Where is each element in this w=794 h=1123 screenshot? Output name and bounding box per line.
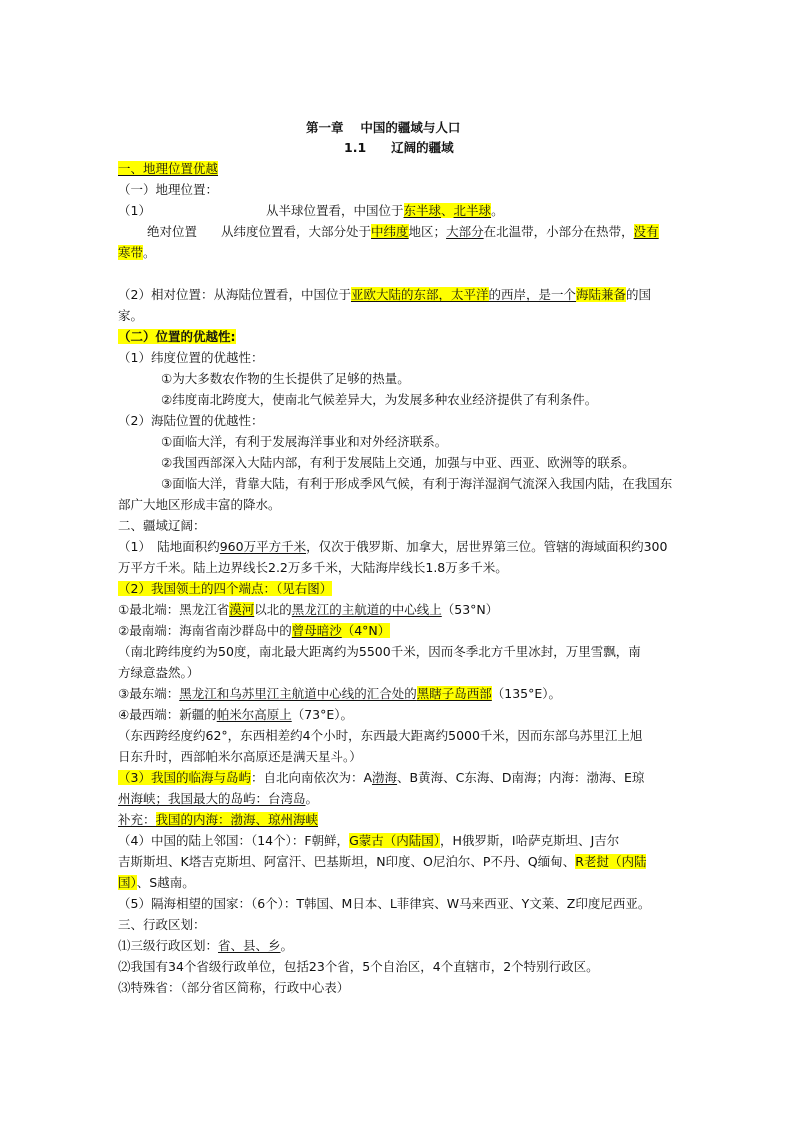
text-part: 地区； [408, 224, 447, 239]
subheading-location: （一）地理位置： [118, 182, 219, 197]
underline-pamir: 帕米尔高原上 [216, 707, 292, 722]
section-heading-location [118, 159, 218, 179]
text-end: 。 [143, 245, 156, 260]
lat-heading: （1）纬度位置的优越性： [118, 350, 264, 365]
text [266, 201, 504, 221]
item-number: （1） [118, 203, 151, 218]
highlight-pacific: 太平洋 [451, 287, 489, 302]
underline-taiwan: ；我国最大的岛屿：台湾岛 [155, 791, 306, 806]
rel-location-line-2: 家。 [118, 308, 144, 323]
seas-line-1 [118, 768, 644, 788]
sea-heading: （2）海陆位置的优越性： [118, 413, 264, 428]
neighbors-line-1 [118, 831, 619, 851]
highlight-inland-seas: 我国的内海：渤海、琼州海峡 [155, 812, 319, 827]
extreme-points-heading [118, 579, 332, 599]
section-heading-territory: 二、疆域辽阔： [118, 518, 206, 533]
chapter-title: 第一章 中国的疆域与人口 [306, 120, 461, 135]
text-part: ：自北向南依次为：A [250, 770, 373, 785]
neighbors-line-2 [118, 852, 646, 872]
text-part: 、B黄海、C东海、D南海；内海：渤海、E琼 [397, 770, 645, 785]
highlight-laos-end: 国） [118, 875, 137, 890]
text-part: ，H俄罗斯，I哈萨克斯坦、J吉尔 [440, 833, 620, 848]
text-part: ①最北端：黑龙江省 [118, 602, 230, 617]
abs-location-line-1 [118, 201, 504, 221]
text-end: 。 [305, 791, 319, 806]
highlight-zengmu: 曾母暗沙 [291, 623, 342, 638]
highlight-north-hemisphere: 北半球 [453, 203, 492, 218]
overseas-neighbors: （5）隔海相望的国家：（6个）：T韩国、M日本、L菲律宾、W马来西亚、Y文莱、Z印度尼西亚。 [118, 896, 651, 911]
highlight-east-part: 大陆的东部， [375, 287, 451, 302]
highlight-mohe: 漠河 [229, 602, 255, 617]
text-part: （135°E）。 [491, 686, 562, 701]
text-end: 。 [280, 938, 294, 953]
section-title: 1.1 辽阔的疆域 [344, 140, 454, 155]
underline-most: 大部分 [446, 224, 484, 239]
text-part: 在北温带，小部分在热带， [483, 224, 634, 239]
text-part: （1） 陆地面积约 [118, 539, 220, 554]
text-part: （53°N） [441, 602, 499, 617]
underline-qiongzhou: 州海峡 [118, 791, 156, 806]
rel-location-line-1 [118, 285, 651, 305]
subheading-advantages [118, 327, 236, 347]
text-part: （2）相对位置：从海陆位置看，中国位于 [118, 287, 351, 302]
heading-text: 一、地理位置优越 [118, 161, 219, 176]
heading-text: （二）位置的优越性: [118, 329, 236, 344]
highlight-coord: （4°N） [341, 623, 391, 638]
highlight-mongolia: G蒙古（内陆国） [349, 833, 440, 848]
underline-area: 960万平方千米 [219, 539, 307, 554]
supplement-line [118, 810, 318, 830]
heading-text: （2）我国领土的四个端点：（见右图） [118, 581, 333, 596]
underline-confluence: 黑龙江和乌苏里江主航道中心线的汇合处的 [179, 686, 417, 701]
highlight-frigid-zone: 寒带 [118, 245, 144, 260]
text-end: 。 [491, 203, 504, 218]
east-point [118, 684, 561, 704]
text-part: （73°E）。 [291, 707, 354, 722]
sea-item-1: ①面临大洋，有利于发展海洋事业和对外经济联系。 [161, 434, 448, 449]
admin-line-1 [118, 936, 293, 956]
underline-bohai: 渤海 [372, 770, 398, 785]
text-part: 从半球位置看，中国位于 [266, 203, 404, 218]
highlight-eurasia: 亚欧 [350, 287, 376, 302]
text-part: ⑴三级行政区划： [118, 938, 219, 953]
admin-line-2: ⑵我国有34个省级行政单位，包括23个省，5个自治区，4个直辖市，2个特别行政区。 [118, 959, 599, 974]
highlight-seas-heading: （3）我国的临海与岛屿 [118, 770, 251, 785]
text-part: ④最西端：新疆的 [118, 707, 217, 722]
area-line-2: 万平方千米。陆上边界线长2.2万多千米，大陆海岸线长1.8万多千米。 [118, 560, 508, 575]
area-line-1 [118, 537, 667, 557]
sea-item-2: ②我国西部深入大陆内部，有利于发展陆上交通，加强与中亚、西亚、欧洲等的联系。 [161, 455, 635, 470]
text-part: 吉斯斯坦、K塔吉克斯坦、阿富汗、巴基斯坦，N印度、O尼泊尔、P不丹、Q缅甸、 [118, 854, 576, 869]
highlight-land-sea: 海陆兼备 [576, 287, 627, 302]
text-part: 、S越南。 [136, 875, 195, 890]
text-part: ③最东端： [118, 686, 180, 701]
sea-item-3a: ③面临大洋，背靠大陆，有利于形成季风气候，有利于海洋湿润气流深入我国内陆，在我国东 [161, 476, 673, 491]
text-part: 以北的 [254, 602, 292, 617]
separator: 、 [441, 203, 454, 218]
neighbors-line-3 [118, 873, 195, 893]
text-part: （4）中国的陆上邻国：（14个）：F朝鲜， [118, 833, 350, 848]
abs-location-label: 绝对位置 [147, 224, 198, 239]
sea-item-3b: 部广大地区形成丰富的降水。 [118, 497, 281, 512]
underline-levels: 省、县、乡 [218, 938, 281, 953]
ns-note-2: 方绿意盎然。） [118, 665, 200, 680]
highlight-heixiazi: 黑瞎子岛西部 [416, 686, 492, 701]
seas-line-2 [118, 789, 318, 809]
ns-note-1: （南北跨纬度约为50度，南北最大距离约为5500千米，因而冬季北方千里冰封，万里雪飘，南 [118, 644, 641, 659]
north-point [118, 600, 498, 620]
west-point [118, 705, 353, 725]
text-part: 的西岸，是一个 [488, 287, 577, 302]
highlight-mid-latitude: 中纬度 [371, 224, 409, 239]
ew-note-2: 日东升时，西部帕米尔高原还是满天星斗。） [118, 749, 362, 764]
text-part: ②最南端：海南省南沙群岛中的 [118, 623, 292, 638]
ew-note-1: （东西跨经度约62°，东西相差约4个小时，东西最大距离约5000千米，因而东部乌苏里江上旭 [118, 728, 643, 743]
text-part: ，仅次于俄罗斯、加拿大，居世界第三位。管辖的海域面积约300 [306, 539, 668, 554]
text-part: 的国 [626, 287, 652, 302]
highlight-east-hemisphere: 东半球 [403, 203, 442, 218]
lat-item-2: ②纬度南北跨度大，使南北气候差异大，为发展多种农业经济提供了有利条件。 [161, 392, 598, 407]
admin-line-3: ⑶特殊省：（部分省区简称，行政中心表） [118, 980, 350, 995]
text-part: 从纬度位置看，大部分处于 [221, 224, 372, 239]
lat-item-1: ①为大多数农作物的生长提供了足够的热量。 [161, 371, 410, 386]
abs-location-line-3 [118, 243, 156, 263]
south-point [118, 621, 390, 641]
underline-heilongjiang: 黑龙江的主航道的中心线上 [291, 602, 442, 617]
abs-location-line-2 [147, 222, 659, 242]
section-heading-admin: 三、行政区划： [118, 917, 206, 932]
highlight-no: 没有 [633, 224, 659, 239]
supplement-label: 补充： [118, 812, 156, 827]
highlight-laos: R老挝（内陆 [575, 854, 647, 869]
